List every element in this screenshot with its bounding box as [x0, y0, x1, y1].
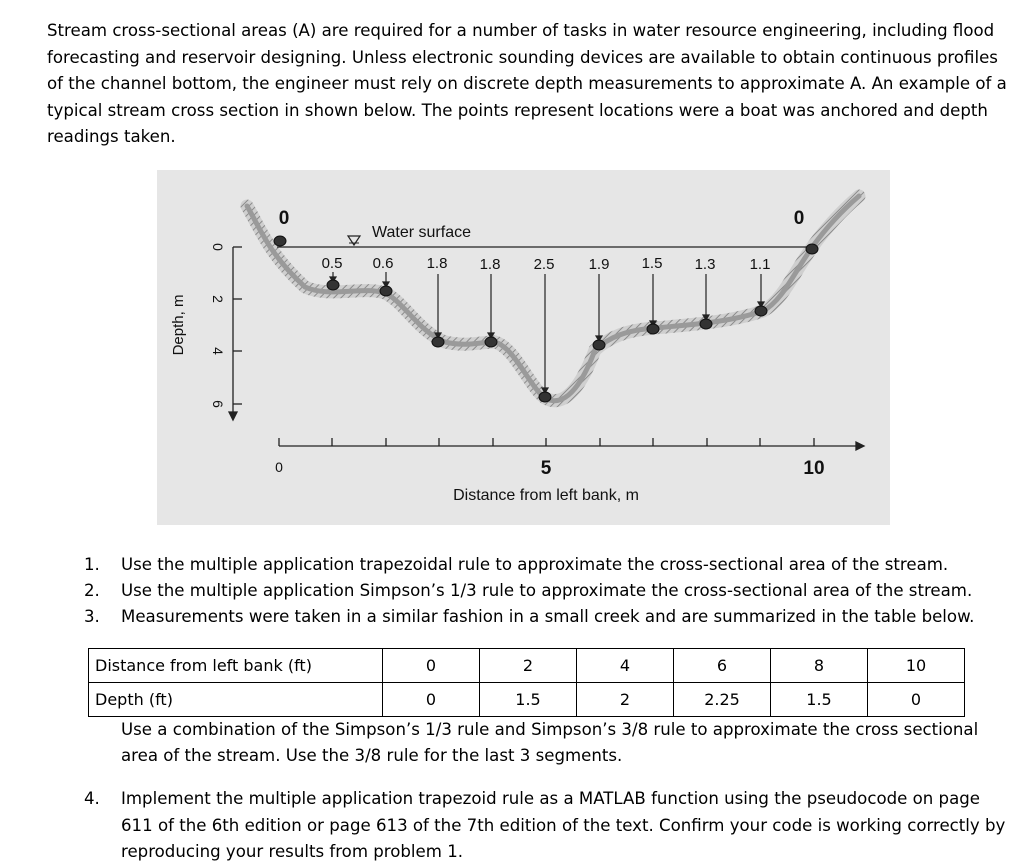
depth-label: 1.1 — [749, 256, 771, 273]
intro-paragraph: Stream cross-sectional areas (A) are required for a number of tasks in water resource engineering, including flood forecasting and reservoir designing. Unless electronic sounding devices are available to obtain continuous profiles of the channel bottom, the engineer must rely on discrete depth measurements to approximate A. An example of a typical stream cross section in shown below. The points represent locations were a boat was anchored and depth readings taken. — [47, 21, 1007, 146]
measurement-point — [647, 324, 659, 334]
measurement-point — [274, 236, 286, 246]
depth-label: 1.8 — [479, 256, 501, 273]
question-number: 1. — [84, 555, 100, 574]
question-list — [84, 552, 1014, 630]
left-bank-label: 0 — [278, 208, 290, 229]
measurement-point — [700, 319, 712, 329]
measurement-point — [806, 244, 818, 254]
depth-label: 2.5 — [533, 256, 555, 273]
x-axis-label: Distance from left bank, m — [453, 487, 639, 504]
table-cell: 0 — [383, 649, 480, 683]
table-cell: 8 — [771, 649, 868, 683]
x-axis — [279, 438, 864, 450]
y-axis-label: Depth, m — [170, 294, 187, 356]
depth-label: 0.5 — [321, 255, 343, 272]
water-surface-label: Water surface — [372, 224, 471, 241]
table-cell: 0 — [868, 683, 965, 717]
depth-label: 1.5 — [641, 255, 663, 272]
table-cell: 0 — [383, 683, 480, 717]
measurement-point — [755, 306, 767, 316]
y-axis — [229, 247, 242, 420]
y-tick-label: 2 — [210, 295, 226, 303]
cross-section-diagram — [157, 170, 890, 525]
depth-label: 1.8 — [426, 255, 448, 272]
channel-bed-hatch — [247, 196, 859, 401]
channel-bed-line — [247, 196, 859, 401]
table-cell: 1.5 — [771, 683, 868, 717]
table-cell: 2 — [577, 683, 674, 717]
creek-data-table — [88, 648, 965, 717]
table-cell: 10 — [868, 649, 965, 683]
question-text: Measurements were taken in a similar fashion in a small creek and are summarized in the table below. — [121, 607, 975, 626]
row-header: Depth (ft) — [89, 683, 383, 717]
question-number: 2. — [84, 581, 100, 600]
depth-labels — [322, 255, 771, 273]
question-text: Use the multiple application trapezoidal rule to approximate the cross-sectional area of the stream. — [121, 555, 949, 574]
y-tick-label: 0 — [210, 243, 226, 251]
stream-cross-section-figure — [157, 170, 890, 525]
x-tick-label: 0 — [275, 459, 283, 475]
table-row — [89, 649, 965, 683]
depth-arrows — [330, 272, 764, 393]
depth-label: 0.6 — [372, 255, 394, 272]
table-cell: 2.25 — [674, 683, 771, 717]
right-bank-label: 0 — [793, 208, 805, 229]
y-tick-label: 6 — [210, 400, 226, 408]
question-item — [84, 578, 1014, 604]
question-item — [84, 552, 1014, 578]
water-surface-symbol — [348, 236, 360, 245]
table-row — [89, 683, 965, 717]
table-cell: 4 — [577, 649, 674, 683]
measurement-point — [593, 340, 605, 350]
measurement-point — [485, 337, 497, 347]
question-item — [84, 786, 1014, 866]
measurement-point — [380, 286, 392, 296]
table-cell: 6 — [674, 649, 771, 683]
row-header: Distance from left bank (ft) — [89, 649, 383, 683]
y-tick-label: 4 — [210, 347, 226, 355]
depth-label: 1.9 — [588, 256, 610, 273]
question-3-instruction: Use a combination of the Simpson’s 1/3 rule and Simpson’s 3/8 rule to approximate the cross sectional area of the stream. Use the 3/8 rule for the last 3 segments. — [121, 720, 979, 765]
x-tick-label: 5 — [540, 458, 552, 479]
measurement-point — [327, 280, 339, 290]
question-text: Implement the multiple application trapezoid rule as a MATLAB function using the pseudocode on page 611 of the 6th edition or page 613 of the 7th edition of the text. Confirm your code is working correctly by reproducing your results from problem 1. — [121, 789, 1006, 861]
x-tick-label: 10 — [803, 458, 825, 479]
question-number: 3. — [84, 607, 100, 626]
table-cell: 2 — [480, 649, 577, 683]
measurement-point — [539, 392, 551, 402]
table-cell: 1.5 — [480, 683, 577, 717]
measurement-point — [432, 337, 444, 347]
depth-label: 1.3 — [694, 256, 716, 273]
question-item — [84, 604, 1014, 630]
question-list-continued — [84, 786, 1014, 866]
question-text: Use the multiple application Simpson’s 1/3 rule to approximate the cross-sectional area of the stream. — [121, 581, 973, 600]
question-number: 4. — [84, 789, 100, 808]
